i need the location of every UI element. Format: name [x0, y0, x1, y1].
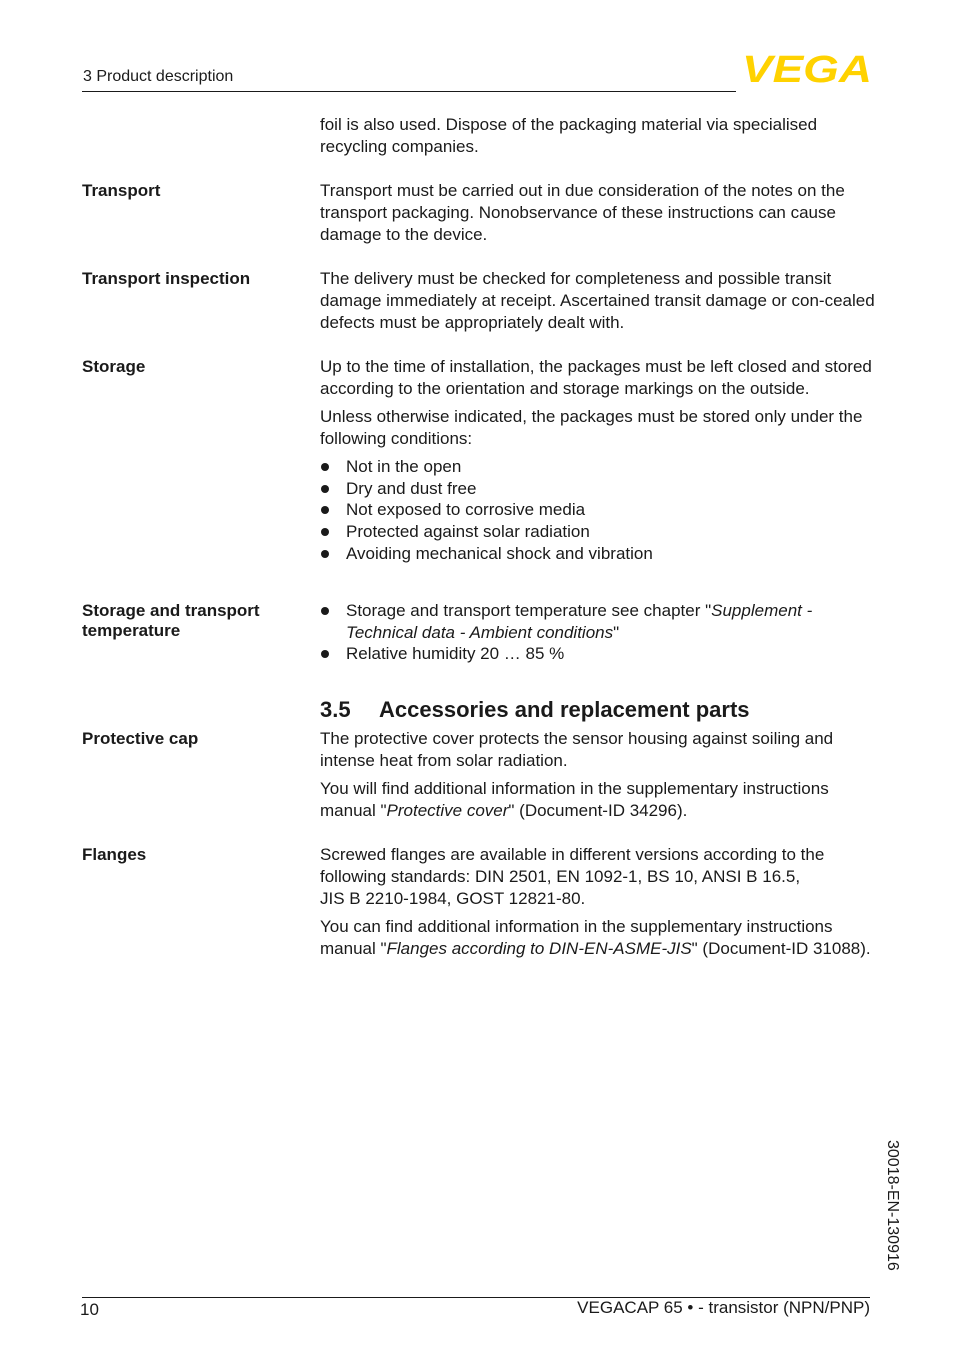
- flanges-paragraph-2: [320, 916, 880, 960]
- list-item: Protected against solar radiation: [320, 521, 880, 543]
- running-header: 3 Product description: [83, 68, 234, 85]
- page-number: 10: [80, 1300, 99, 1319]
- transport-inspection-label: Transport inspection: [82, 269, 251, 288]
- protective-cap-paragraph-2: [320, 778, 880, 822]
- flanges-paragraph-1: [320, 844, 880, 910]
- protective-cap-ref-suffix: " (Document-ID 34296).: [508, 801, 688, 820]
- storage-label: Storage: [82, 357, 146, 376]
- transport-block: [320, 180, 880, 252]
- flanges-standards-line-1: Screwed flanges are available in different versions according to the following standards: DIN 2501, EN 1092-1, BS 10, ANSI B 16.5,: [320, 845, 825, 886]
- intro-paragraph: foil is also used. Dispose of the packaging material via specialised recycling companies.: [320, 115, 818, 156]
- intro-block: [320, 114, 880, 164]
- transport-inspection-block: [320, 268, 880, 340]
- flanges-ref-prefix: You can find additional information in the supplementary instructions manual ": [320, 917, 833, 958]
- list-item: [320, 600, 880, 643]
- storage-temperature-label: [82, 601, 302, 641]
- list-item: Not exposed to corrosive media: [320, 499, 880, 521]
- list-item: Not in the open: [320, 456, 880, 478]
- storage-paragraph-1: Up to the time of installation, the packages must be left closed and stored according to the orientation and storage markings on the outside.: [320, 357, 872, 398]
- vega-logo-text: VEGA: [742, 52, 872, 84]
- transport-paragraph: Transport must be carried out in due consideration of the notes on the transport packaging. Nonobservance of these instructions can cause damage to the device.: [320, 181, 845, 244]
- protective-cap-paragraph-1: The protective cover protects the sensor housing against soiling and intense heat from solar radiation.: [320, 729, 834, 770]
- header-rule: [82, 91, 736, 92]
- flanges-standards-line-2: JIS B 2210-1984, GOST 12821-80.: [320, 889, 586, 908]
- protective-cap-block: [320, 728, 880, 828]
- document-id: 30018-EN-130916: [884, 1140, 901, 1271]
- protective-cap-ref-prefix: You will find additional information in the supplementary instructions manual ": [320, 779, 829, 820]
- list-item: Relative humidity 20 … 85 %: [320, 643, 880, 665]
- storage-paragraph-2: Unless otherwise indicated, the packages must be stored only under the following conditions:: [320, 407, 863, 448]
- flanges-ref-suffix: " (Document-ID 31088).: [691, 939, 871, 958]
- protective-cap-ref-title: Protective cover: [386, 801, 509, 820]
- section-title: Accessories and replacement parts: [379, 697, 750, 722]
- product-name: VEGACAP 65 • - transistor (NPN/PNP): [577, 1298, 870, 1317]
- flanges-label: Flanges: [82, 845, 147, 864]
- storage-conditions-list: [320, 456, 880, 565]
- flanges-block: [320, 844, 880, 966]
- temperature-item-suffix: ": [613, 622, 620, 642]
- storage-temperature-list: [320, 600, 880, 665]
- list-item: Dry and dust free: [320, 478, 880, 500]
- temperature-item-chapter-ref: Supplement - Technical data - Ambient conditions: [346, 601, 813, 642]
- transport-inspection-paragraph: The delivery must be checked for completeness and possible transit damage immediately at receipt. Ascertained transit damage or con-cealed defects must be appropriately dealt with.: [320, 269, 875, 332]
- flanges-ref-title: Flanges according to DIN-EN-ASME-JIS: [386, 939, 692, 958]
- temperature-item-prefix: Storage and transport temperature see chapter ": [346, 601, 712, 620]
- section-number: 3.5: [320, 697, 351, 722]
- storage-temperature-block: [320, 600, 880, 665]
- transport-label: Transport: [82, 181, 161, 200]
- list-item: Avoiding mechanical shock and vibration: [320, 543, 880, 565]
- storage-temperature-label-line-1: Storage and transport: [82, 601, 260, 620]
- protective-cap-label: Protective cap: [82, 729, 199, 748]
- storage-temperature-label-line-2: temperature: [82, 621, 181, 640]
- storage-block: [320, 356, 880, 565]
- vega-logo: [742, 52, 872, 84]
